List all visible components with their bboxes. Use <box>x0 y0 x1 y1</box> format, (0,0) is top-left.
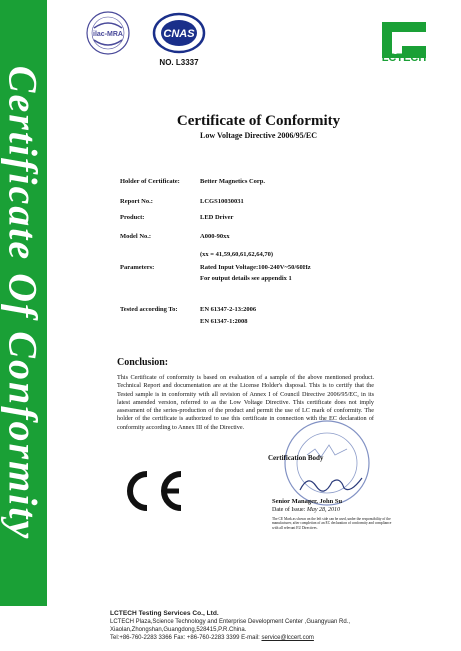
footer-contact <box>110 634 350 642</box>
cnas-logo <box>150 10 208 70</box>
footer-email-link[interactable]: service@lccert.com <box>261 635 314 641</box>
footer-address-line1: LCTECH Plaza,Science Technology and Enterprise Development Center ,Guangyuan Rd., <box>110 619 351 625</box>
lctech-name: LCTECH <box>381 52 427 64</box>
model-value: A000-90xx <box>200 233 230 240</box>
certificate-title: Certificate of Conformity <box>176 113 341 129</box>
model-label: Model No.: <box>120 233 152 240</box>
certificate-subtitle: Low Voltage Directive 2006/95/EC <box>200 131 317 140</box>
side-banner <box>0 0 47 606</box>
model-note: (xx = 41,59,60,61,62,64,70) <box>200 251 274 258</box>
footer-tel: Tel:+86-760-2283 3366 <box>110 635 172 641</box>
signer-name: Senior Manager, John Su <box>272 498 343 505</box>
cnas-text: CNAS <box>163 28 195 40</box>
side-banner-text: Certificate Of Conformity <box>0 65 46 541</box>
holder-value: Better Magnetics Corp. <box>200 178 266 185</box>
issue-date: May 28, 2010 <box>306 507 340 513</box>
report-value: LCGS10030031 <box>200 198 244 205</box>
signature-icon <box>296 468 366 498</box>
footer <box>110 610 350 642</box>
footer-fax: Fax: +86-760-2283 3399 <box>173 635 240 641</box>
product-label: Product: <box>120 214 145 221</box>
tested-line2: EN 61347-1:2008 <box>200 318 248 325</box>
tested-label: Tested according To: <box>120 306 178 313</box>
cnas-number: NO. L3337 <box>159 58 199 67</box>
ilac-text: ilac-MRA <box>93 31 123 38</box>
parameters-label: Parameters: <box>120 264 155 271</box>
parameters-line1: Rated Input Voltage:100-240V~50/60Hz <box>200 264 311 271</box>
conclusion-heading: Conclusion: <box>117 357 169 368</box>
issue-date-row <box>272 507 340 513</box>
ce-note: The CE Mark as shown on the left side can be used, under the responsibility of the manufacturer, after completion of an EC declaration of conformity and compliance with all relevant EU Directives. <box>272 517 392 530</box>
footer-company: LCTECH Testing Services Co., Ltd. <box>110 610 219 617</box>
holder-label: Holder of Certificate: <box>120 178 180 185</box>
issue-label: Date of Issue: <box>272 507 306 513</box>
product-value: LED Driver <box>200 214 234 221</box>
footer-address-line2: Xiaolan,Zhongshan,Guangdong,528415,P.R.China. <box>110 627 247 633</box>
tested-line1: EN 61347-2-13:2006 <box>200 306 257 313</box>
certification-body-label: Certification Body <box>268 454 324 462</box>
report-label: Report No.: <box>120 198 153 205</box>
ilac-mra-logo <box>85 10 131 56</box>
cnas-emblem-icon <box>150 10 208 56</box>
ce-mark-icon <box>117 468 189 514</box>
footer-email-label: E-mail: <box>241 635 260 641</box>
conclusion-body: This Certificate of conformity is based on evaluation of a sample of the above mentioned product. Technical Report and documentation are at the License Holder's disposal. This is to certify that the Tested sample is in conformity with all revision of Annex I of Council Directive 2006/95/EC, in its latest amended version, referred to as the Low Voltage Directive. This certificate does not imply assessment of the series-production of the product and permit the use of LC mark of conformity. The holder of the certificate is authorized to use this certificate in connection with the EC declaration of conformity according to Annex III of the Directive. <box>117 374 374 431</box>
parameters-line2: For output details see appendix 1 <box>200 275 292 282</box>
